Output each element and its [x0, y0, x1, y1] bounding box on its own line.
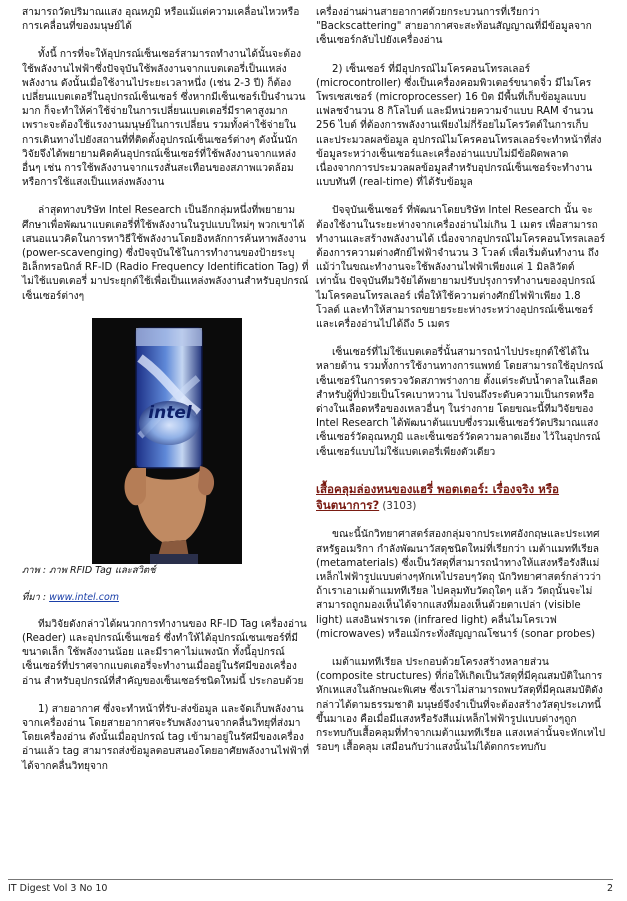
paragraph: ทั้งนี้ การที่จะให้อุปกรณ์เซ็นเซอร์สามารถทำงานได้นั้นจะต้องใช้พลังงานไฟฟ้าซึ่งปัจจุบันใช้พลังงานจากแบตเตอรี่เป็นแหล่งพลังงาน ดังนั้นเมื่อใช้งานไประยะเวลาหนึ่ง (เช่น 2-3 ปี) ก็ต้องเปลี่ยนแบตเตอรี่ในอุปกรณ์เซ็นเซอร์ ซึ่งหากมีเซ็นเซอร์เป็นจำนวนมาก ก็จะทำให้ค่าใช้จ่ายในการเปลี่ยนแบตเตอรี่มีราคาสูงมาก เพราะจะต้องใช้แรงงานมนุษย์ในการเปลี่ยน รวมทั้งค่าใช้จ่ายในการเดินทางไปยังสถานที่ที่ติดตั้งอุปกรณ์เซ็นเซอร์ต่างๆ ดังนั้นนักวิจัยจึงได้พยายามคิดค้นอุปกรณ์เซ็นเซอร์ที่ใช้พลังงานจากแหล่งอื่นๆ เช่น การใช้พลังงานจากแรงสั่นสะเทือนของสภาพแวดล้อม หรือการใช้แสงเป็นแหล่งพลังงาน: [22, 49, 306, 189]
paragraph: 2) เซ็นเซอร์ ที่มีอุปกรณ์ไมโครคอนโทรลเลอร์ (microcontroller) ซึ่งเป็นเครื่องคอมพิวเตอร์ขนาดจิ๋ว มีไมโครโพรเซสเซอร์ (microprocesser) 16 บิต มีพื้นที่เก็บข้อมูลแบบแฟลชจำนวน 8 กิโลไบต์ และมีหน่วยความจำแบบ RAM จำนวน 256 ไบต์ ที่ต้องการพลังงานเพียงไม่กี่ร้อยไมโครวัตต์ในการเก็บและประมวลผลข้อมูล อุปกรณ์ไมโครคอนโทรลเลอร์จะทำหน้าที่ส่งข้อมูลระหว่างเซ็นเซอร์และเครื่องอ่านแบบไม่มีข้อผิดพลาด เนื่องจากการประมวลผลข้อมูลสำหรับอุปกรณ์เซ็นเซอร์จะทำงานแบบทันที (real-time) ที่ได้รับข้อมูล: [316, 63, 602, 189]
page-number: 2: [606, 883, 613, 894]
left-column: [22, 6, 312, 788]
article-heading: [316, 482, 606, 514]
paragraph: 1) สายอากาศ ซึ่งจะทำหน้าที่รับ-ส่งข้อมูล และจัดเก็บพลังงานจากเครื่องอ่าน โดยสายอากาศจะรับพลังงานจากคลื่นวิทยุที่ส่งมาโดยเครื่องอ่าน ดังนั้นเมื่ออุปกรณ์ tag เข้ามาอยู่ในรัศมีของเครื่องอ่านแล้ว tag สามารถส่งข้อมูลตอบสนองโดยอาศัยพลังงานไฟฟ้าที่ได้จากคลื่นวิทยุจาก: [22, 703, 310, 772]
intel-link[interactable]: www.intel.com: [49, 591, 120, 603]
paragraph: ทีมวิจัยดังกล่าวได้ผนวกการทำงานของ RF-ID Tag เครื่องอ่าน (Reader) และอุปกรณ์เซ็นเซอร์ ซึ่งทำให้ได้อุปกรณ์เซนเซอร์ที่มีขนาดเล็ก ใช้พลังงานน้อย และมีราคาไม่แพงนัก ทั้งนี้อุปกรณ์เซ็นเซอร์ที่ปราศจากแบตเตอรี่จะทำงานเมื่ออยู่ในรัศมีของเครื่องอ่าน สำหรับอุปกรณ์ที่สำคัญของเซ็นเซอร์ชนิดใหม่นี้ ประกอบด้วย: [22, 618, 307, 687]
figure: [22, 318, 312, 604]
paragraph: สามารถวัดปริมาณแสง อุณหภูมิ หรือแม้แต่ความเคลื่อนไหวหรือการเคลื่อนที่ของมนุษย์ได้: [22, 7, 300, 33]
paragraph: เซ็นเซอร์ที่ไม่ใช้แบตเตอรี่นั้นสามารถนำไปประยุกต์ใช้ได้ในหลายด้าน รวมทั้งการใช้งานทางการแพทย์ โดยสามารถใช้อุปกรณ์เซ็นเซอร์ในการตรวจวัดสภาพร่างกาย ตั้งแต่ระดับน้ำตาลในเลือดสำหรับผู้ที่ป่วยเป็นโรคเบาหวาน ไปจนถึงระดับความเป็นกรดหรือด่างในเลือดหรือของเหลวอื่นๆ ในร่างกาย โดยขณะนี้ทีมวิจัยของ Intel Research ได้พัฒนาต้นแบบซึ่งรวมเซ็นเซอร์วัดปริมาณแสง เซ็นเซอร์วัดอุณหภูมิ และเซ็นเซอร์วัดความลาดเอียง ไว้ในอุปกรณ์เซ็นเซอร์แบบไม่ใช้แบตเตอรี่เพียงตัวเดียว: [316, 347, 604, 458]
paragraph: ปัจจุบันเซ็นเซอร์ ที่พัฒนาโดยบริษัท Intel Research นั้น จะต้องใช้งานในระยะห่างจากเครื่องอ่านไม่เกิน 1 เมตร เพื่อสามารถทำงานและสร้างพลังงานได้ เนื่องจากอุปกรณ์ไมโครคอนโทรลเลอร์ต้องการความต่างศักย์ไฟฟ้าจำนวน 3 โวลต์ เพื่อเริ่มต้นทำงาน ถึงแม้ว่าในขณะทำงานจะใช้พลังงานไฟฟ้าเพียงแค่ 1 มิลลิวัตต์ เท่านั้น ปัจจุบันทีมวิจัยได้พยายามปรับปรุงการทำงานของอุปกรณ์ไมโครคอนโทรลเลอร์ เพื่อให้ใช้ความต่างศักย์ไฟฟ้าเพียง 1.8 โวลต์ และทำให้สามารถขยายระยะห่างระหว่างอุปกรณ์เซ็นเซอร์และเครื่องอ่านไปได้ถึง 5 เมตร: [316, 205, 606, 331]
source-label: ที่มา :: [22, 591, 50, 603]
rfid-tag-photo: [92, 318, 242, 564]
page-footer: [8, 879, 613, 894]
paragraph: เครื่องอ่านผ่านสายอากาศด้วยกระบวนการที่เรียกว่า "Backscattering" สายอากาศจะสะท้อนสัญญาณที่มีข้อมูลจากเซ็นเซอร์กลับไปยังเครื่องอ่าน: [316, 7, 592, 47]
right-column: [316, 6, 606, 769]
rfid-tag-image: [92, 318, 242, 564]
photo-source: [22, 591, 312, 604]
article-title: เสื้อคลุมล่องหนของแฮรี่ พอตเตอร์: เรื่องจริง หรือจินตนาการ?: [316, 481, 560, 513]
intel-logo: intel: [148, 402, 192, 423]
paragraph: ขณะนี้นักวิทยาศาสตร์สองกลุ่มจากประเทศอังกฤษและประเทศสหรัฐอเมริกา กำลังพัฒนาวัสดุชนิดใหม่ที่เรียกว่า เมต้าแมททีเรียล (metamaterials) ซึ่งเป็นวัสดุที่สามารถนำทางให้แสงหรือรังสีแม่เหล็กไฟฟ้ารูปแบบต่างๆหักเหไปรอบๆวัตถุ นักวิทยาศาสตร์กล่าวว่าถ้าเราเอาเมต้าแมททีเรียล ไปคลุมทับวัตถุใดๆ แล้ว วัตถุนั้นจะไม่สามารถถูกมองเห็นได้จากแสงที่มองเห็นด้วยตาเปล่า (visible light) แสงอินฟราเรด (infrared light) คลื่นไมโครเวฟ (microwaves) หรือแม้กระทั่งสัญญาณโซนาร์ (sonar probes): [316, 529, 602, 640]
publication-name: IT Digest Vol 3 No 10: [8, 883, 108, 894]
paragraph: ล่าสุดทางบริษัท Intel Research เป็นอีกกลุ่มหนึ่งที่พยายามศึกษาเพื่อพัฒนาแบตเตอรี่ที่ใช้พลังงานในรูปแบบใหม่ๆ พวกเขาได้เสนอแนวคิดในการหาวิธีใช้พลังงานโดยอิงหลักการค้นหาพลังงาน (power-scavenging) ซึ่งปัจจุบันใช้ในการทำงานของป้ายระบุอิเล็กทรอนิกส์ RF-ID (Radio Frequency Identification Tag) ที่ไม่ใช้แบตเตอรี่ มาประยุกต์ใช้เพื่อเป็นแหล่งพลังงานสำหรับอุปกรณ์เซ็นเซอร์ต่างๆ: [22, 205, 309, 302]
paragraph: เมต้าแมททีเรียล ประกอบด้วยโครงสร้างหลายส่วน (composite structures) ที่ก่อให้เกิดเป็นวัสดุที่มีคุณสมบัติในการหักเหแสงในลักษณะพิเศษ ซึ่งเราไม่สามารถพบวัสดุที่มีคุณสมบัติดังกล่าวได้ตามธรรมชาติ มนุษย์จึงจำเป็นที่จะต้องสร้างวัสดุประเภทนี้ขึ้นมาเอง คือเมื่อมีแสงหรือรังสีแม่เหล็กไฟฟ้ารูปแบบต่างๆถูกกระทบกับเสื้อคลุมที่ทำจากเมต้าแมททีเรียล แสงเหล่านั้นจะหักเหไปรอบๆ เสื้อคลุม เสมือนกับว่าแสงนั้นไม่ได้ตกกระทบกับ: [316, 656, 606, 754]
photo-caption: ภาพ : ภาพ RFID Tag และสวิตช์: [22, 564, 156, 576]
article-code: (3103): [382, 501, 417, 513]
